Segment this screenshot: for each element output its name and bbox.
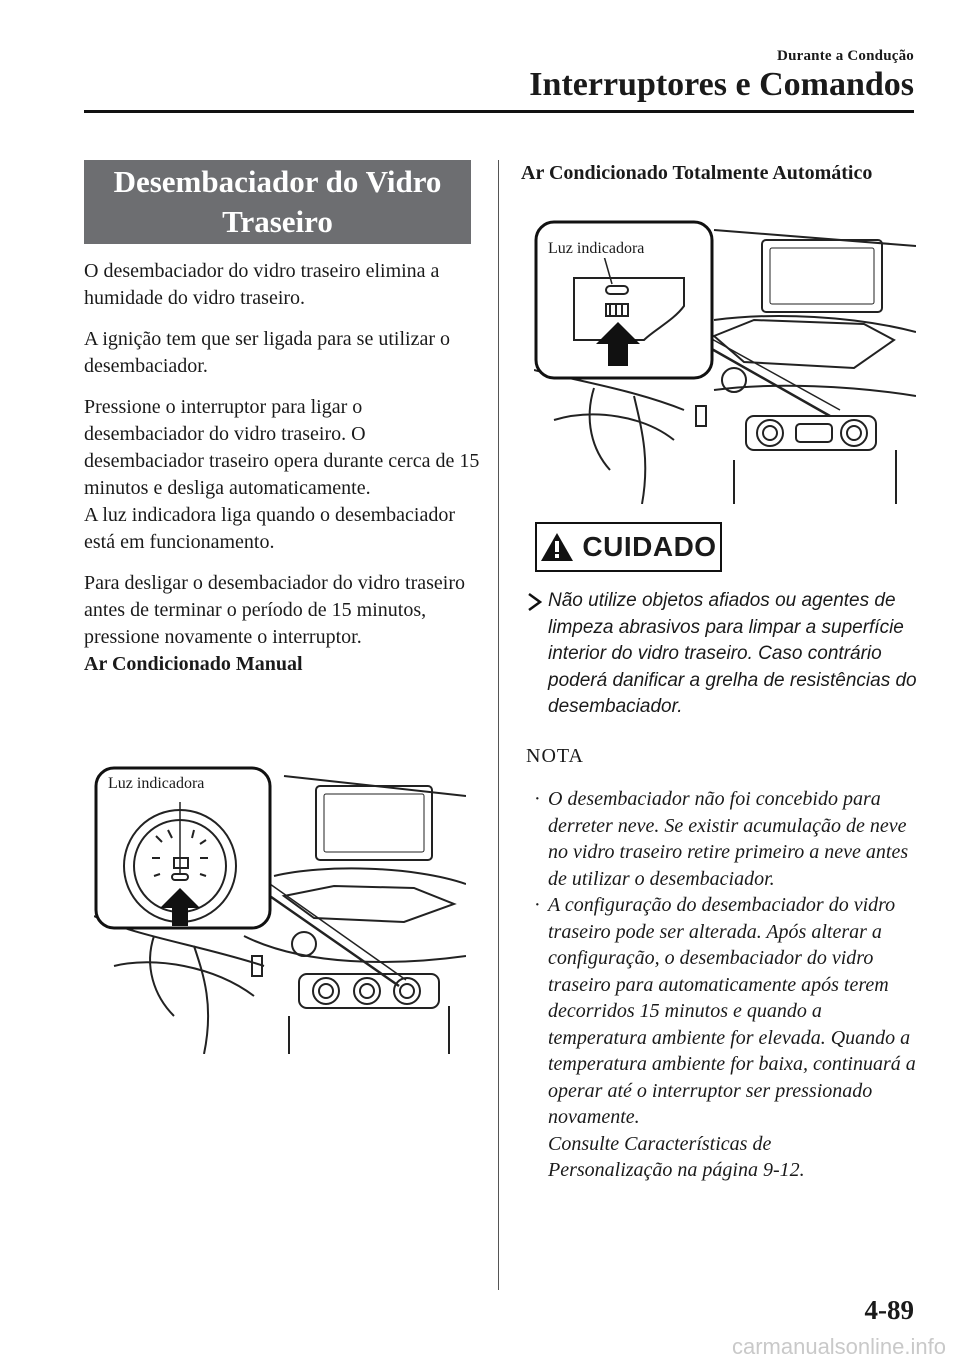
nota-item <box>528 786 920 892</box>
column-divider <box>498 160 499 1290</box>
paragraph-purpose: O desembaciador do vidro traseiro elimina a humidade do vidro traseiro. <box>84 260 440 309</box>
nota-list <box>528 786 920 1184</box>
page-number: 4-89 <box>864 1295 914 1325</box>
nota-reference-line1: Consulte Características de <box>548 1132 772 1155</box>
nota-item-text: O desembaciador não foi concebido para derreter neve. Se existir acumulação de neve no vidro traseiro retire primeiro a neve antes de utilizar o desembaciador. <box>548 788 909 890</box>
right-column <box>521 160 916 187</box>
paragraph-turn-off: Para desligar o desembaciador do vidro traseiro antes de terminar o período de 15 minutos, pressione novamente o interruptor. <box>84 572 465 648</box>
manual-ac-illustration <box>94 766 466 1054</box>
manual-ac-heading: Ar Condicionado Manual <box>84 653 303 675</box>
paragraph-ignition: A ignição tem que ser ligada para se utilizar o desembaciador. <box>84 328 450 377</box>
running-header-chapter: Interruptores e Comandos <box>529 66 914 103</box>
section-title-line2: Traseiro <box>222 204 333 239</box>
nota-heading: NOTA <box>526 745 584 767</box>
bullet-dot-icon: · <box>534 894 541 916</box>
paragraph-operation: Pressione o interruptor para ligar o desembaciador do vidro traseiro. O desembaciador traseiro opera durante cerca de 15 minutos e desliga automaticamente. <box>84 396 480 499</box>
auto-indicator-label: Luz indicadora <box>548 240 645 257</box>
bullet-arrow-icon <box>528 592 542 612</box>
section-title <box>84 160 471 244</box>
running-header-section: Durante a Condução <box>777 48 914 64</box>
auto-ac-illustration <box>534 220 916 504</box>
nota-item-text: A configuração do desembaciador do vidro traseiro pode ser alterada. Após alterar a configuração, o desembaciador do vidro traseiro para automaticamente após terem decorridos 15 minutos e quando a temperatura ambiente for elevada. Quando a temperatura ambiente for baixa, continuará a operar até o interruptor ser pressionado novamente. <box>548 894 916 1128</box>
caution-text-block <box>528 588 918 721</box>
paragraph-indicator: A luz indicadora liga quando o desembaciador está em funcionamento. <box>84 504 455 553</box>
nota-item <box>528 892 920 1184</box>
section-title-line1: Desembaciador do Vidro <box>113 164 442 199</box>
warning-triangle-icon <box>540 532 574 562</box>
caution-text: Não utilize objetos afiados ou agentes de limpeza abrasivos para limpar a superfície interior do vidro traseiro. Caso contrário poderá danificar a grelha de resistências do desembaciador. <box>548 590 917 717</box>
auto-ac-heading: Ar Condicionado Totalmente Automático <box>521 162 873 184</box>
nota-reference-line2: Personalização na página 9-12. <box>548 1159 805 1181</box>
header-rule <box>84 110 914 113</box>
caution-box <box>535 522 722 572</box>
manual-indicator-label: Luz indicadora <box>108 775 205 792</box>
caution-label: CUIDADO <box>582 531 717 562</box>
watermark: carmanualsonline.info <box>731 1334 946 1359</box>
bullet-dot-icon: · <box>534 788 541 810</box>
left-column <box>84 258 484 678</box>
